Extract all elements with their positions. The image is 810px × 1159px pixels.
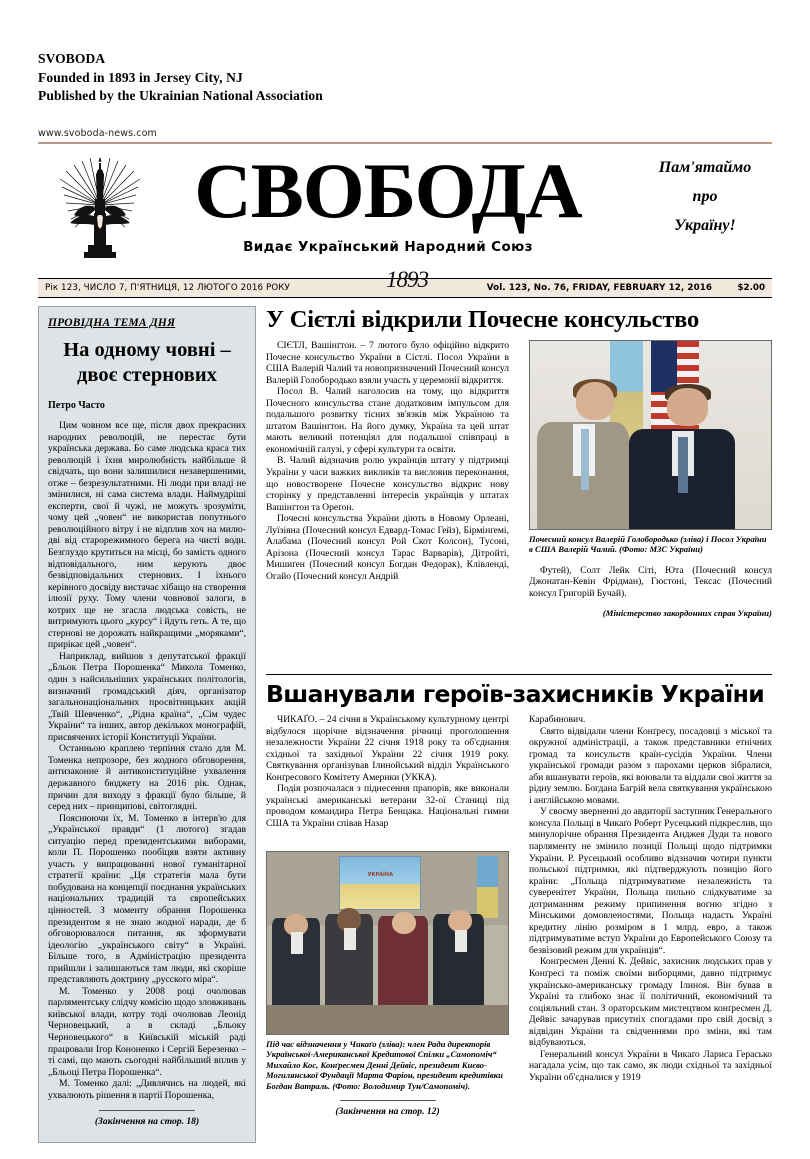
- article1-headline[interactable]: У Сієтлі відкрили Почесне консульство: [266, 306, 700, 333]
- article1-paragraph: Почесні консульства України діють в Новому Орлеані, Луїзіяна (Почесний консул Едвард-Томас Гейз), Бірмінґемі, Алабама (Почесний консул Рой Скот Колсон), Тусоні, Арізона (Почесний консул Тарас Варварів), Дітройті, Мишиґен (Почесний консул Богдан Федорак), Клівленді, Огайо (Почесний консул Андрій: [266, 513, 509, 582]
- article2-paragraph: ЧИКАҐО. – 24 січня в Українському культурному центрі відбулося щорічне відзначення річниці проголошення незалежности України 22 січня 1918 року та об'єднання східньої та західньої України 22 січня 1919 року. Святкування організував Ілинойський відділ Українського Конґресового Комітету Америки (УККА).: [266, 714, 509, 783]
- article2-left-column: [266, 714, 509, 1118]
- publication-identification: [38, 50, 323, 106]
- article1-paragraph: Футей), Солт Лейк Сіті, Юта (Почесний консул Джонатан-Кевін Фрідман), Гюстоні, Тексас (Почесний консул Григорій Бучай).: [529, 564, 772, 599]
- continuation-separator: [340, 1100, 436, 1101]
- ident-line-svoboda: SVOBODA: [38, 51, 106, 66]
- slogan-line-2: про: [692, 188, 718, 205]
- masthead: [38, 145, 772, 278]
- founding-year-mark: 1893: [386, 267, 428, 292]
- article-chicago-heroes: [266, 681, 772, 1159]
- dateline-english: Vol. 123, No. 76, FRIDAY, FEBRUARY 12, 2016: [486, 283, 712, 293]
- article2-headline[interactable]: Вшанували героїв-захисників України: [266, 680, 765, 708]
- feature-paragraph: М. Томенко далі: „Дивлячись на людей, які ухвалюють рішення в партії Порошенка,: [48, 1078, 246, 1101]
- article2-continuation-note[interactable]: (Закінчення на стор. 12): [335, 1106, 440, 1118]
- ident-line-founded: Founded in 1893 in Jersey City, NJ: [38, 69, 243, 85]
- article1-paragraph: СІЄТЛ, Вашінґтон. – 7 лютого було офіційно відкрито Почесне консульство України в Сієтлі. Посол України в США Валерій Чалий та новопризначений Почесний консул Валерій Голобородько взяли участь у церемонії відкриття.: [266, 340, 509, 386]
- feature-paragraph: Останньою краплею терпіння стало для М. Томенка непрозоре, без жодного обговорення, антизаконне й антиконституційне ухвалення державного бюджету на 2016 рік. Однак, причин для виходу з фракції було більше, й серед них – принципові, світоглядні.: [48, 743, 246, 813]
- feature-headline: [48, 338, 246, 388]
- article2-paragraph: Свято відвідали члени Конґресу, посадовці з міської та окружної адміністрації, а також представники етнічних громад та консульств країн-сусідів України. Члени української громади разом з парохами церков зібралися, аби вшанувати героїв, які воювали та віддали свої життя за рідну землю. Богдана Багрій вела святкування українською і англійською мовами.: [529, 725, 772, 806]
- chicago-ceremony-photo: [266, 851, 509, 1035]
- article2-paragraph: Карабинович.: [529, 714, 586, 725]
- masthead-slogan: [640, 153, 770, 240]
- article2-columns: [266, 714, 772, 1159]
- feature-paragraph: М. Томенко у 2008 році очолював парляментську слідчу комісію щодо зловживань київської влади, котру тоді очолював Леонід Черновецький, а в складі „Бльоку Черновецького“ в Київській міській раді працювали Ігор Кононенко і Сергій Березенко – ті самі, що мають сьогодні найбільший вплив у „Бльоці Петра Порошенка“.: [48, 985, 246, 1078]
- website-url[interactable]: www.svoboda-news.com: [38, 128, 157, 139]
- article1-paragraph: Посол В. Чалий наголосив на тому, що відкриття Почесного консульства стане додатковим імпульсом для подальшого розвитку тісних зв'язків між Україною та штатом Вашінґтон. На його думку, Україна та цей штат мають великий потенціял для подальшої співпраці в економічній галузі, у сфері культури та освіти.: [266, 386, 509, 455]
- feature-paragraph: Наприклад, вийшов з депутатської фракції „Бльок Петра Порошенка“ Микола Томенко, один з найсильніших українських політологів, визначний громадський діяч, організатор загальнонаціональних просвітницьких акцій „Твій Шевченко“, „Рідна країна“, „Сім чудес України“ та інших, автор декількох монографій, присвячених історії Конституції України.: [48, 650, 246, 743]
- article2-paragraph: У своєму зверненні до авдиторії заступник Генерального консула Польщі в Чикаґо Роберт Русецький підкреслив, що минулорічне обрання Президента Анджея Дуди та нового парляменту не змінило позиції Польщі щодо підтримки України. Р. Русецький особливо відзначив чотири пункти польської підтримки, які підтверджують позицію його країни: „Польща підтримуватиме незалежність та суверенітет України, Польща пильно слідкуватиме за дотриманням режиму припинення вогню згідно з Мінськими домовленостями, Польща надасть Україні кредитну лінію розміром в 1 млрд. евро, а також підтримуватиме вступ України до Европейського Союзу та безвізовий режим для українців“.: [529, 806, 772, 956]
- slogan-line-3: Україну!: [674, 217, 736, 234]
- article1-paragraph: В. Чалий відзначив ролю українців штату у підтримці України у часи важких викликів та висловив переконання, що новостворене Почесне консульство відкриє нову сторінку у представленні інтересів українців у штатах Вашінґтон та Ореґон.: [266, 455, 509, 513]
- feature-kicker: ПРОВІДНА ТЕМА ДНЯ: [48, 317, 176, 329]
- ident-line-publisher: Published by the Ukrainian National Association: [38, 88, 323, 103]
- article1-photo-caption: Почесний консул Валерій Голобородько (зліва) і Посол України в США Валерій Чалий. (Фото: МЗС України): [529, 534, 767, 555]
- dateline-ukrainian: Рік 123, ЧИСЛО 7, П'ЯТНИЦЯ, 12 ЛЮТОГО 2016 РОКУ: [45, 283, 290, 293]
- cover-price: $2.00: [737, 283, 765, 293]
- continuation-separator: [99, 1110, 195, 1111]
- feature-paragraph: Пояснюючи їх, М. Томенко в інтерв'ю для „Української правди“ (1 лютого) згадав ситуацію перед президентськими виборами, коли П. Порошенко пообіцяв взяти активну участь у випрацюванні нової гуманітарної стратегії країни: „Ця стратегія мала бути побудована на концепції поєднання українських національних традицій та європейських цінностей. З моменту обрання Порошенка президентом я не знаю жодної наради, де б обговорювалося питання, як зформувати ідеологію „українського світу“ в Україні. Більше того, в Адміністрацію президента прийшли і залишаються там люди, які скоріше представляють доктрину „русского міра“.: [48, 812, 246, 986]
- consulate-opening-photo: [529, 340, 772, 530]
- ukrainian-flag-in-photo: [477, 856, 499, 918]
- ukrainian-banner-in-photo: УКРАЇНА: [339, 856, 421, 911]
- feature-headline-line-2: двоє стернових: [77, 364, 217, 386]
- slogan-line-1: Пам'ятаймо: [658, 159, 752, 176]
- feature-column: [38, 306, 256, 1143]
- statue-of-liberty-emblem: [54, 153, 146, 261]
- article2-paragraph: Конґресмен Денні К. Дейвіс, захисник людських прав у Конґресі та поміж своїми виборцями, давно підтримує українсько-американську громаду Ілиноя. Він бував в Україні та глибоко знає її політичний, економічний та соціяльний стан. З ораторським мистецтвом конґресмен Д. Дейвіс зачарував присутніх спогадами про свій досвід з відвідин України та свідченнями про зміни, які там відбуваються.: [529, 956, 772, 1049]
- articles-column: [266, 306, 772, 1159]
- feature-body: [48, 420, 246, 1101]
- article1-text-column: [266, 340, 509, 582]
- article2-paragraph: Генеральний консул України в Чикаґо Лариса Герасько нагадала усім, що так само, як люди східньої та західньої України об'єдналися у 1919: [529, 1048, 772, 1083]
- article1-photo-column: [529, 340, 772, 618]
- article-divider-rule: [266, 674, 772, 675]
- masthead-subtitle: Видає Український Народний Союз: [243, 239, 533, 255]
- article2-photo-caption: Під час відзначення у Чикаґо (зліва): член Ради директорів Української-Американської Кредитової Спілки „Самопоміч“ Михайло Кос, Конґресмен Денні Дейвіс, президент Києво-Могилянської Фундації Марта Фаріон, президент кредитівки Богдан Ватраль. (Фото: Володимир Тун/Самопоміч).: [266, 1039, 503, 1091]
- feature-continuation-note[interactable]: (Закінчення на стор. 18): [94, 1116, 200, 1128]
- feature-byline: Петро Часто: [48, 400, 105, 411]
- masthead-title: СВОБОДА: [194, 147, 582, 234]
- article2-right-column: [529, 714, 772, 1084]
- article1-credit: (Міністерство закордонних справ України): [602, 608, 772, 619]
- feature-paragraph: Цим човном все ще, після двох прекрасних народних революцій, не перестає бути українська держава. Бо саме людська краса тих революцій і їхня миролюбність найбільше й свідчать, що вони залишилися незавершеними, отже – безрезультатними. Ні люди при владі не змінилися, ні сама система влади. Наймудріші експерти, свої й чужі, не можуть зрозуміти, чому цей „човен“ не використав попутнього революційного вітру і не відплив хоч на милю-дві від старорежимного берега на чисті води. Безглуздо крутиться на місці, бо замість одного відповідального, ним керують двоє безвідповідальних стернових. І їхнього керівного досвіду вистачає хібащо на створення ілюзії руху. Тому члени човнової залоги, в котрих ще не згасла людська совість, не витримують цього „курсу“ і йдуть геть. А те, що стернові не дорожать найкращими „моряками“, прирікає цей „човен“.: [48, 420, 246, 651]
- article-seattle-consulate: [266, 306, 772, 675]
- article2-photo-block: [266, 851, 509, 1117]
- feature-headline-line-1: На одному човні –: [63, 339, 231, 361]
- article2-paragraph: Подія розпочалася з піднесення прапорів, яке виконали українські американські ветерани 32-ої Станиці під проводом командира Петра Бенцака. Національні гимни США та України співав Назар: [266, 783, 509, 829]
- dateline-bar: [38, 267, 772, 298]
- article1-columns: [266, 340, 772, 670]
